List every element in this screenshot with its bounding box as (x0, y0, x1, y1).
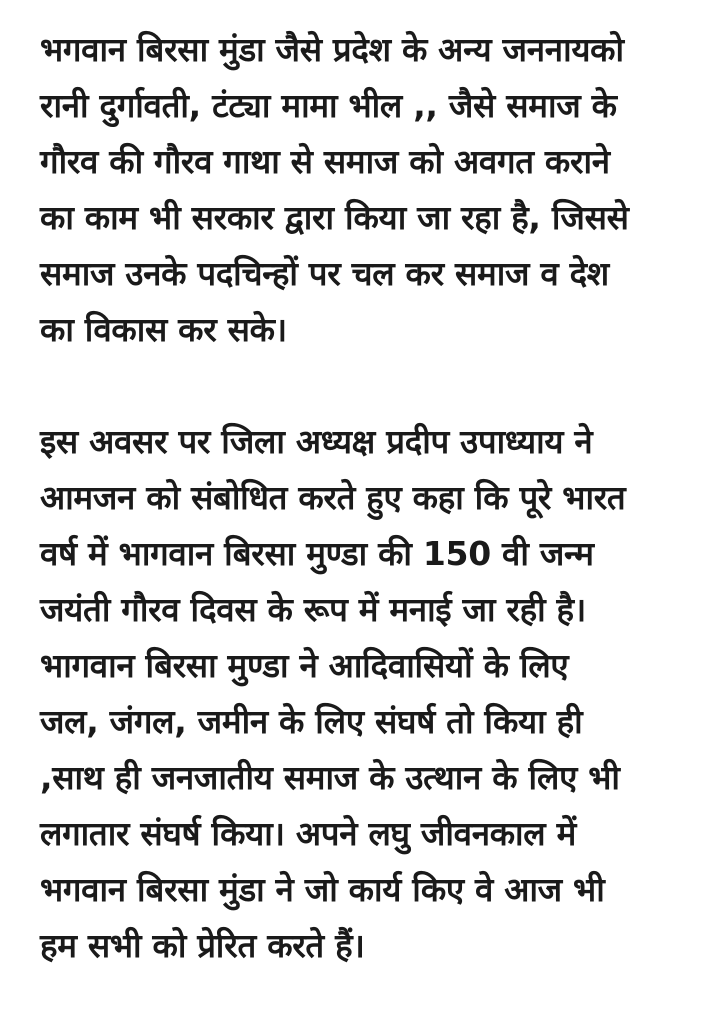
text-line: लगातार संघर्ष किया। अपने लघु जीवनकाल में (40, 814, 576, 853)
text-line: भगवान बिरसा मुंडा जैसे प्रदेश के अन्य जननायको (40, 30, 624, 69)
text-line: गौरव की गौरव गाथा से समाज को अवगत कराने (40, 142, 610, 181)
text-line: जयंती गौरव दिवस के रूप में मनाई जा रही है। (40, 590, 586, 629)
text-line: वर्ष में भागवान बिरसा मुण्डा की 150 वी जन्म (40, 534, 594, 573)
article-body (40, 22, 700, 974)
text-line: का काम भी सरकार द्वारा किया जा रहा है, जिससे (40, 198, 629, 237)
text-line: समाज उनके पदचिन्हों पर चल कर समाज व देश (40, 254, 609, 293)
text-line: भागवान बिरसा मुण्डा ने आदिवासियों के लिए (40, 646, 569, 685)
paragraph-2 (40, 414, 700, 974)
paragraph-1 (40, 22, 700, 358)
text-line: ,साथ ही जनजातीय समाज के उत्थान के लिए भी (40, 758, 620, 797)
text-line: आमजन को संबोधित करते हुए कहा कि पूरे भारत (40, 478, 626, 517)
text-line: हम सभी को प्रेरित करते हैं। (40, 926, 365, 965)
text-line: जल, जंगल, जमीन के लिए संघर्ष तो किया ही (40, 702, 583, 741)
text-line: भगवान बिरसा मुंडा ने जो कार्य किए वे आज भी (40, 870, 605, 909)
text-line: का विकास कर सके। (40, 310, 287, 349)
text-line: इस अवसर पर जिला अध्यक्ष प्रदीप उपाध्याय ने (40, 422, 593, 461)
text-line: रानी दुर्गावती, टंट्या मामा भील ,, जैसे समाज के (40, 86, 617, 125)
